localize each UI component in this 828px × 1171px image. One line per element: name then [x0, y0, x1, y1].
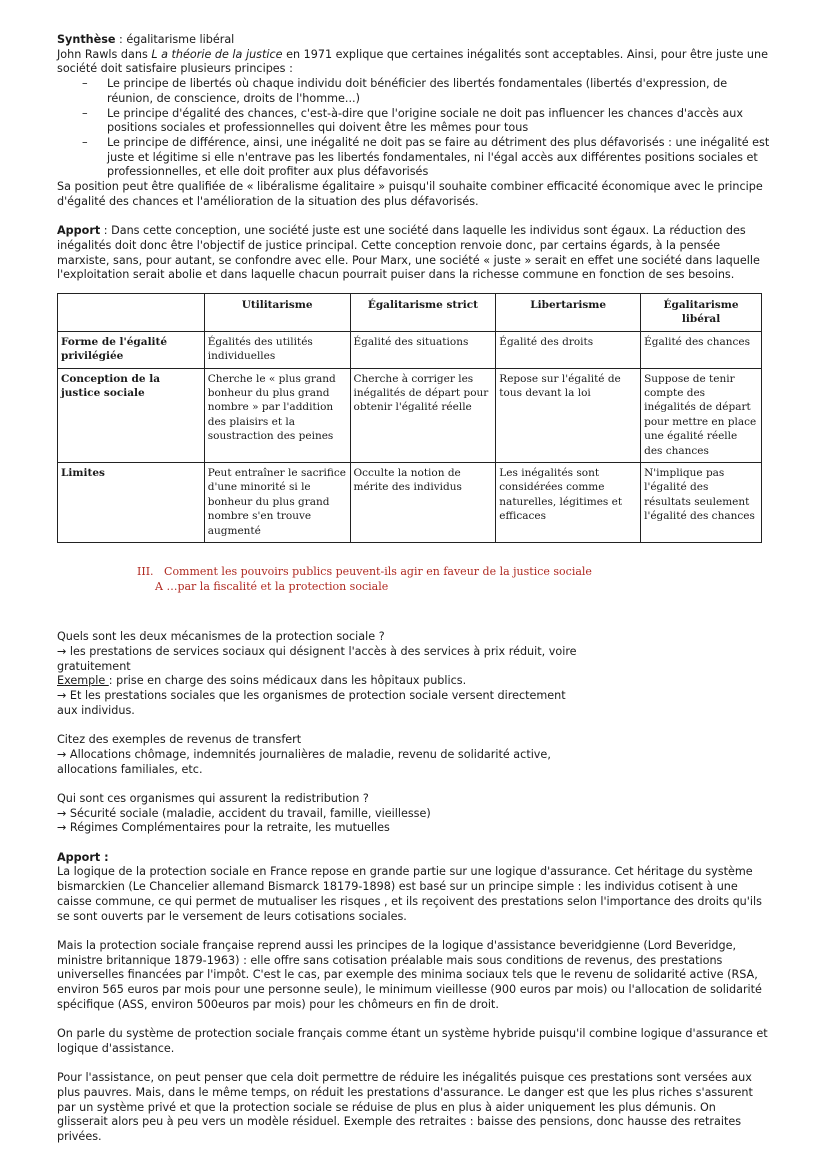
table-header-cell: Utilitarisme [204, 293, 350, 331]
table-cell: Égalités des utilités individuelles [204, 331, 350, 368]
table-header-cell: Égalitarisme libéral [641, 293, 762, 331]
table-cell: Peut entraîner le sacrifice d'une minorité si le bonheur du plus grand nombre s'en trouve augmenté [204, 463, 350, 543]
question: Quels sont les deux mécanismes de la protection sociale ? [57, 630, 385, 644]
list-item: – Le principe d'égalité des chances, c'est-à-dire que l'origine sociale ne doit pas influencer les chances d'accès aux positions sociales et professionnelles qui doivent être les mêmes pour tous [57, 107, 770, 136]
intro-part-a: John Rawls dans [57, 47, 152, 61]
table-cell: N'implique pas l'égalité des résultats seulement l'égalité des chances [641, 463, 762, 543]
table-header-cell: Égalitarisme strict [350, 293, 496, 331]
table-cell: Cherche le « plus grand bonheur du plus grand nombre » par l'addition des plaisirs et la soustraction des peines [204, 368, 350, 462]
example-text: : prise en charge des soins médicaux dans les hôpitaux publics. [108, 674, 467, 688]
principles-list [57, 77, 770, 180]
table-row [58, 331, 762, 368]
table-row [58, 368, 762, 462]
table-cell: Égalité des situations [350, 331, 496, 368]
answer: → Allocations chômage, indemnités journalières de maladie, revenu de solidarité active, allocations familiales, etc. [57, 747, 551, 776]
row-header: Conception de la justice sociale [58, 368, 205, 462]
table-cell: Égalité des chances [641, 331, 762, 368]
table-cell: Occulte la notion de mérite des individus [350, 463, 496, 543]
answer: → Régimes Complémentaires pour la retraite, les mutuelles [57, 821, 390, 835]
example-label: Exemple [57, 674, 109, 688]
table-cell: Cherche à corriger les inégalités de départ pour obtenir l'égalité réelle [350, 368, 496, 462]
list-item: – Le principe de libertés où chaque individu doit bénéficier des libertés fondamentales (libertés d'expression, de réunion, de conscience, droits de l'homme...) [57, 77, 770, 106]
synthese-intro [57, 48, 770, 77]
question: Qui sont ces organismes qui assurent la redistribution ? [57, 791, 369, 805]
comparison-table [57, 293, 762, 543]
answer: → Sécurité sociale (maladie, accident du travail, famille, vieillesse) [57, 806, 431, 820]
intro-part-b: en 1971 explique que certaines inégalités sont acceptables. Ainsi, pour être juste une société doit satisfaire plusieurs principes : [57, 47, 768, 76]
paragraph: On parle du système de protection sociale français comme étant un système hybride puisqu'il combine logique d'assurance et logique d'assistance. [57, 1027, 768, 1055]
answer: → les prestations de services sociaux qui désignent l'accès à des services à prix réduit, voire gratuitement [57, 644, 577, 673]
paragraph: La logique de la protection sociale en France repose en grande partie sur une logique d'assurance. Cet héritage du système bismarckien (Le Chancelier allemand Bismarck 18179-1898) est basé sur un principe simple : les individus cotisent à une caisse commune, ce qui permet de mutualiser les risques , et ils reçoivent des prestations selon l'importance des droits qu'ils se sont ouverts par le versement de leurs cotisations sociales. [57, 865, 762, 923]
section-heading: III. Comment les pouvoirs publics peuvent-ils agir en faveur de la justice sociale [137, 565, 592, 579]
table-header-cell [58, 293, 205, 331]
section-subheading: A …par la fiscalité et la protection sociale [155, 579, 389, 593]
book-title: L a théorie de la justice [151, 47, 283, 61]
paragraph: Mais la protection sociale française reprend aussi les principes de la logique d'assistance beveridgienne (Lord Beveridge, ministre britannique 1879-1963) : elle offre sans cotisation préalable mais sous conditions de revenus, des prestations universelles financées par l'impôt. C'est le cas, par exemple des minima sociaux tels que le revenu de solidarité active (RSA, environ 565 euros par mois pour une personne seule), le minimum vieillesse (900 euros par mois) ou l'allocation de solidarité spécifique (ASS, environ 500euros par mois) pour les chômeurs en fin de droit. [57, 938, 762, 1011]
synthese-conclusion: Sa position peut être qualifiée de « libéralisme égalitaire » puisqu'il souhaite combiner efficacité économique avec le principe d'égalité des chances et l'amélioration de la situation des plus défavorisés. [57, 180, 763, 208]
synthese-title-label: Synthèse [57, 33, 116, 46]
apport-text: : Dans cette conception, une société juste est une société dans laquelle les individus sont égaux. La réduction des inégalités doit donc être l'objectif de justice principal. Cette conception renvoie donc, par certains égards, à la pensée marxiste, sans, pour autant, se confondre avec elle. Pour Marx, une société « juste » serait en effet une société dans laquelle l'exploitation serait abolie et dans laquelle chacun pourrait puiser dans la richesse commune en fonction de ses besoins. [57, 224, 760, 282]
table-cell: Égalité des droits [496, 331, 641, 368]
table-cell: Suppose de tenir compte des inégalités de départ pour mettre en place une égalité réelle des chances [641, 368, 762, 462]
apport-label: Apport [57, 224, 101, 238]
row-header: Forme de l'égalité privilégiée [58, 331, 205, 368]
example-line [57, 674, 577, 689]
apport-paragraph [57, 224, 770, 283]
table-cell: Repose sur l'égalité de tous devant la loi [496, 368, 641, 462]
table-header-row [58, 293, 762, 331]
table-cell: Les inégalités sont considérées comme naturelles, légitimes et efficaces [496, 463, 641, 543]
paragraph: Pour l'assistance, on peut penser que cela doit permettre de réduire les inégalités puisque ces prestations sont versées aux plus pauvres. Mais, dans le même temps, on réduit les prestations d'assurance. Le danger est que les plus riches s'assurent par un système privé et que la protection sociale se réduise de plus en plus à aider uniquement les plus démunis. On glisserait alors peu à peu vers un modèle résiduel. Exemple des retraites : baisse des pensions, donc hausse des retraites privées. [57, 1071, 753, 1144]
question: Citez des exemples de revenus de transfert [57, 733, 302, 747]
row-header: Limites [58, 463, 205, 543]
synthese-title [57, 33, 770, 48]
answer: → Et les prestations sociales que les organismes de protection sociale versent directement aux individus. [57, 689, 566, 717]
table-header-cell: Libertarisme [496, 293, 641, 331]
qa-block [57, 630, 577, 836]
table-row [58, 463, 762, 543]
synthese-title-rest: : égalitarisme libéral [115, 33, 235, 46]
list-item: – Le principe de différence, ainsi, une inégalité ne doit pas se faire au détriment des plus défavorisés : une inégalité est juste et légitime si elle n'entrave pas les libertés fondamentales, ni l'égal accès aux différentes positions sociales et professionnelles, et elle doit profiter aux plus défavorisés [57, 136, 770, 180]
apport-label: Apport : [57, 850, 109, 864]
section-heading-block [57, 565, 770, 594]
